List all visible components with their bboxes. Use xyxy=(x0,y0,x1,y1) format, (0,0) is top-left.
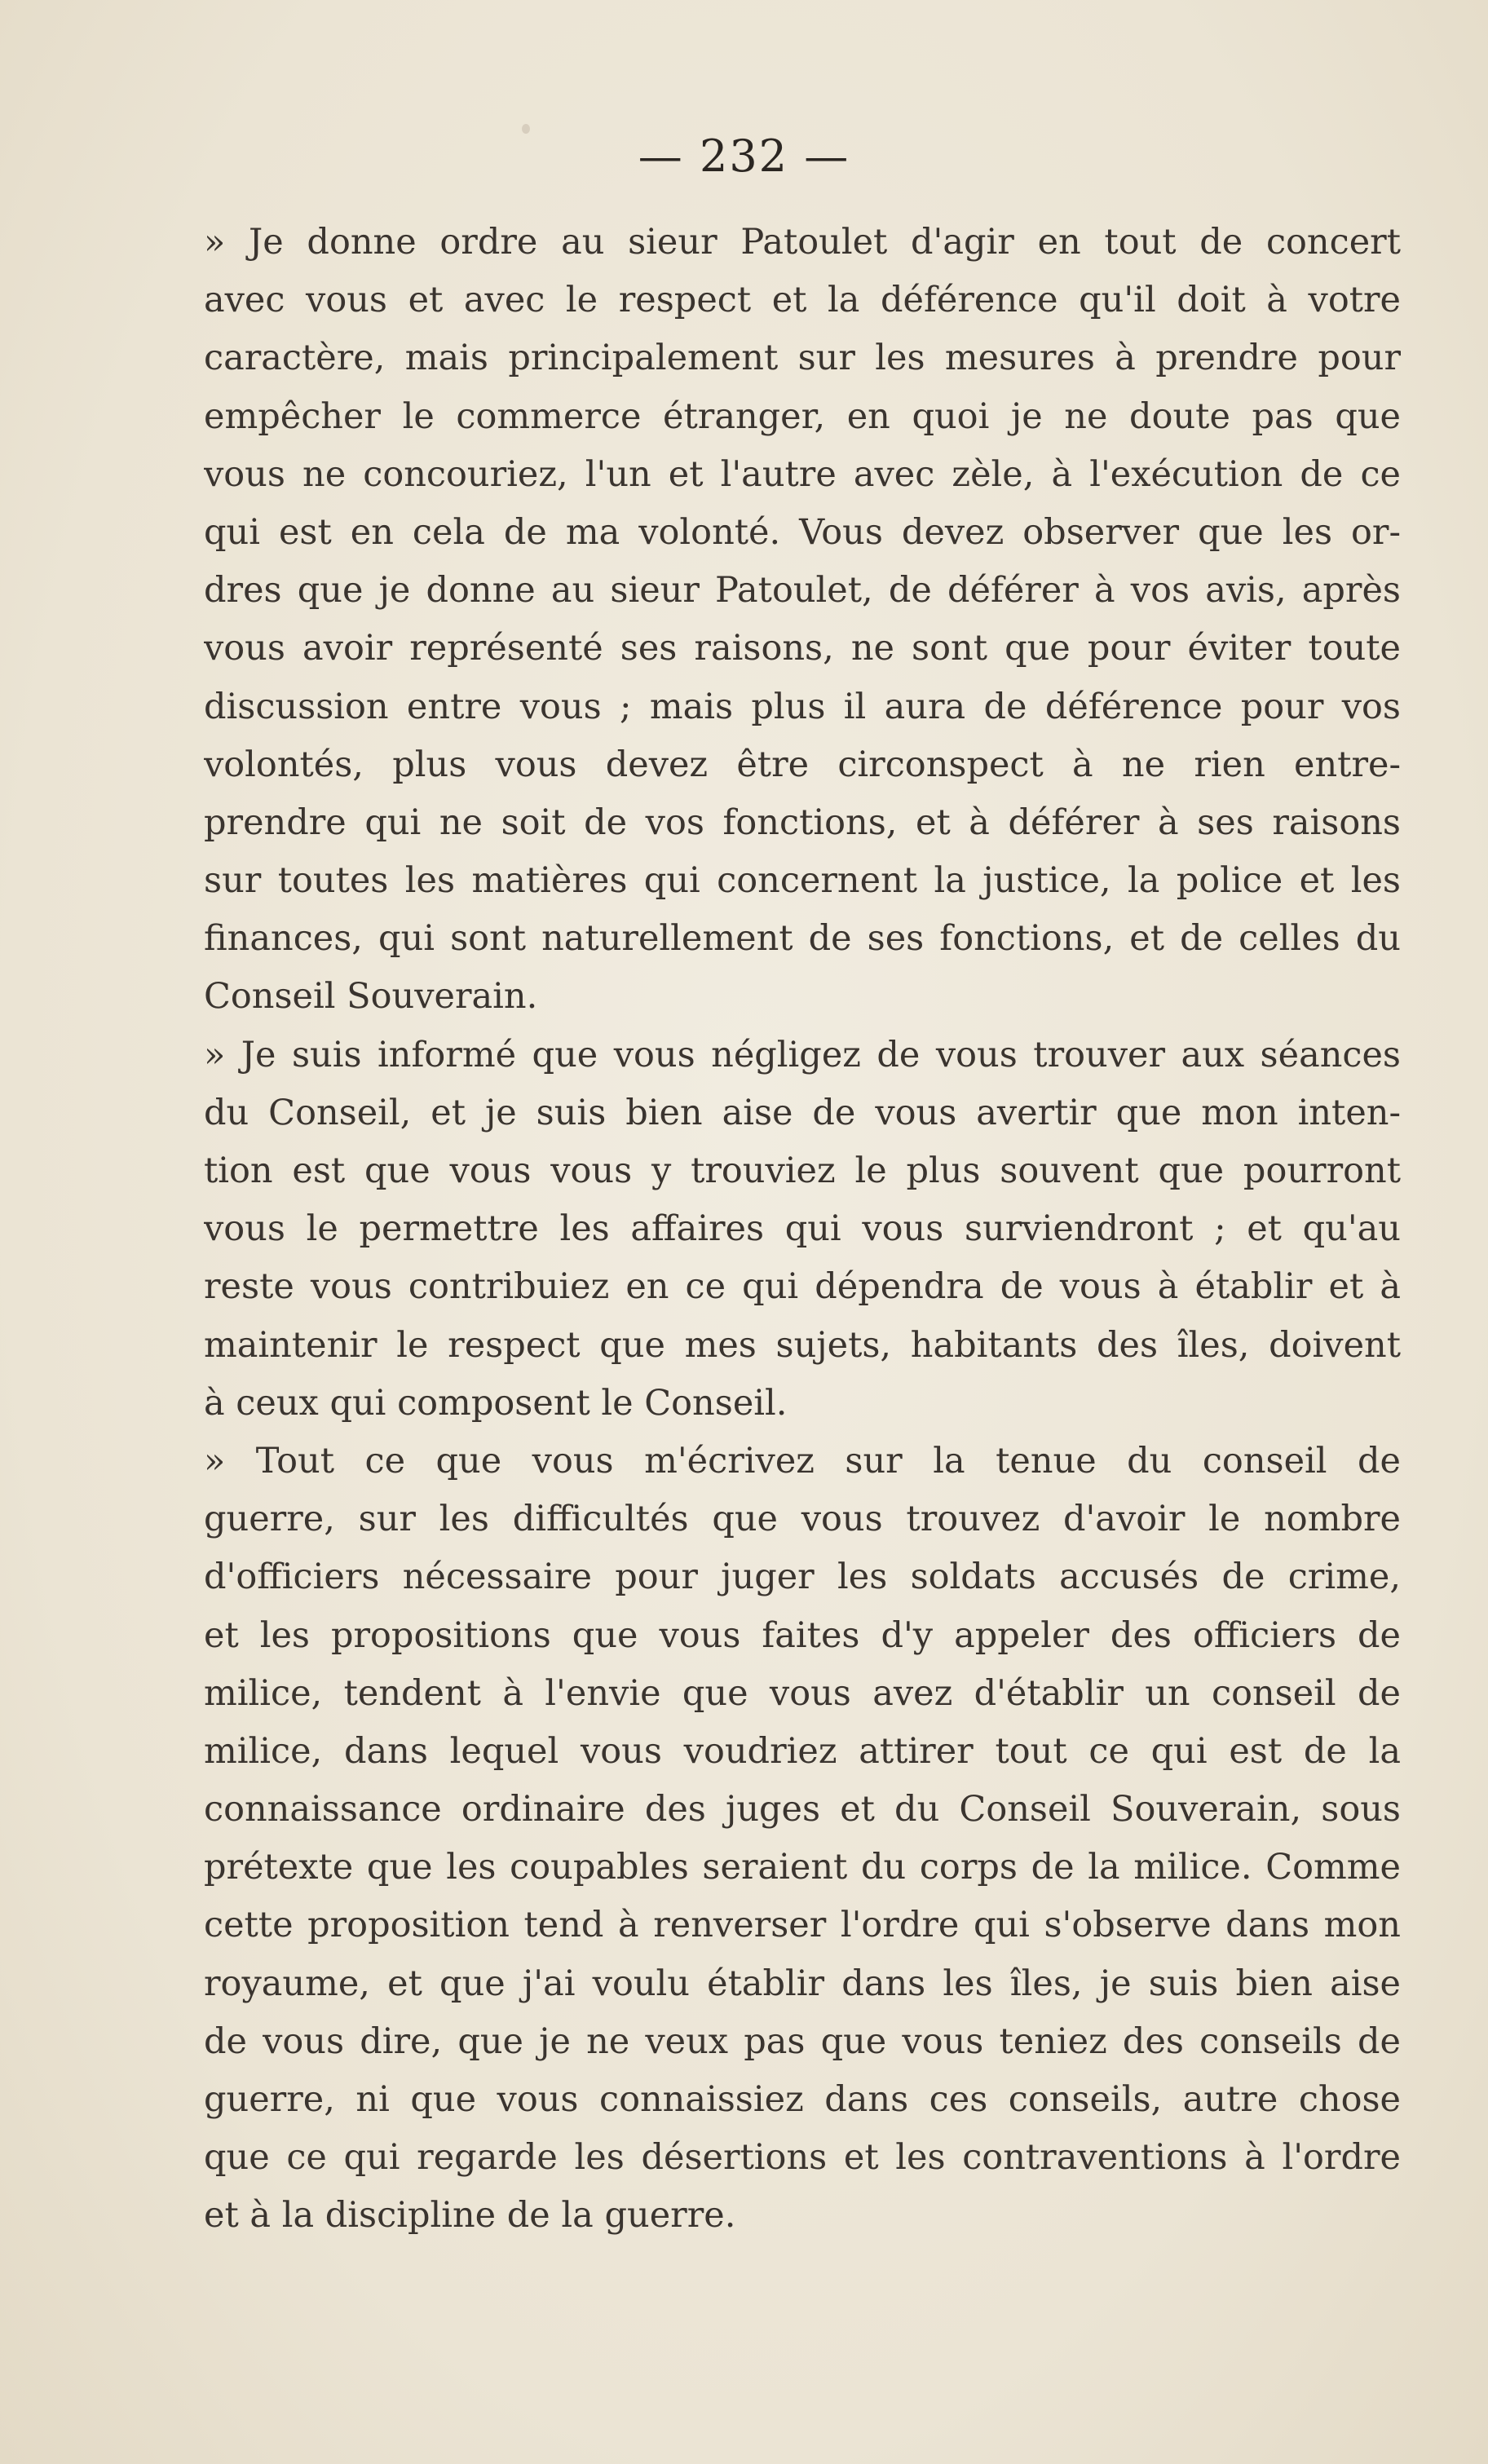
text-line: royaume, et que j'ai voulu établir dans les îles, je suis bien aise xyxy=(204,1963,1401,2004)
body-text xyxy=(204,214,1401,2245)
text-line: guerre, sur les difficultés que vous trouvez d'avoir le nombre xyxy=(204,1499,1401,1540)
text-line: reste vous contribuiez en ce qui dépendra de vous à établir et à xyxy=(204,1266,1401,1308)
text-line: prétexte que les coupables seraient du corps de la milice. Comme xyxy=(204,1847,1401,1888)
text-line: vous le permettre les affaires qui vous surviendront ; et qu'au xyxy=(204,1208,1401,1250)
text-line: de vous dire, que je ne veux pas que vous teniez des conseils de xyxy=(204,2020,1401,2062)
text-line: d'officiers nécessaire pour juger les soldats accusés de crime, xyxy=(204,1557,1401,1598)
text-line: volontés, plus vous devez être circonspect à ne rien entre- xyxy=(204,744,1401,785)
text-line: vous avoir représenté ses raisons, ne sont que pour éviter toute xyxy=(204,628,1401,669)
text-line: maintenir le respect que mes sujets, habitants des îles, doivent xyxy=(204,1324,1401,1366)
text-line: tion est que vous vous y trouviez le plus souvent que pourront xyxy=(204,1150,1401,1191)
text-line: Conseil Souverain. xyxy=(204,976,538,1018)
text-line: dres que je donne au sieur Patoulet, de déférer à vos avis, après xyxy=(204,570,1401,612)
text-line: connaissance ordinaire des juges et du Conseil Souverain, sous xyxy=(204,1789,1401,1830)
text-line: » Je donne ordre au sieur Patoulet d'agir en tout de concert xyxy=(204,222,1401,263)
text-line: » Je suis informé que vous négligez de vous trouver aux séances xyxy=(204,1034,1401,1075)
text-line: du Conseil, et je suis bien aise de vous avertir que mon inten- xyxy=(204,1092,1401,1133)
text-line: à ceux qui composent le Conseil. xyxy=(204,1382,788,1424)
text-line: » Tout ce que vous m'écrivez sur la tenue du conseil de xyxy=(204,1440,1401,1481)
text-line: milice, tendent à l'envie que vous avez d'établir un conseil de xyxy=(204,1672,1401,1714)
text-line: guerre, ni que vous connaissiez dans ces conseils, autre chose xyxy=(204,2079,1401,2120)
text-line: et les propositions que vous faites d'y appeler des officiers de xyxy=(204,1614,1401,1656)
page-number: — 232 — xyxy=(638,130,850,182)
text-line: cette proposition tend à renverser l'ordre qui s'observe dans mon xyxy=(204,1905,1401,1946)
text-line: qui est en cela de ma volonté. Vous devez observer que les or- xyxy=(204,511,1401,553)
text-line: discussion entre vous ; mais plus il aura de déférence pour vos xyxy=(204,686,1401,727)
text-line: vous ne concouriez, l'un et l'autre avec zèle, à l'exécution de ce xyxy=(204,453,1401,495)
text-line: et à la discipline de la guerre. xyxy=(204,2195,736,2237)
text-line: prendre qui ne soit de vos fonctions, et à déférer à ses raisons xyxy=(204,801,1401,843)
text-line: empêcher le commerce étranger, en quoi je ne doute pas que xyxy=(204,395,1401,437)
text-line: sur toutes les matières qui concernent la justice, la police et les xyxy=(204,860,1401,902)
text-line: que ce qui regarde les désertions et les contraventions à l'ordre xyxy=(204,2137,1401,2179)
text-line: avec vous et avec le respect et la déférence qu'il doit à votre xyxy=(204,280,1401,321)
text-line: finances, qui sont naturellement de ses fonctions, et de celles du xyxy=(204,918,1401,960)
text-line: milice, dans lequel vous voudriez attirer tout ce qui est de la xyxy=(204,1730,1401,1772)
text-line: caractère, mais principalement sur les mesures à prendre pour xyxy=(204,338,1401,379)
